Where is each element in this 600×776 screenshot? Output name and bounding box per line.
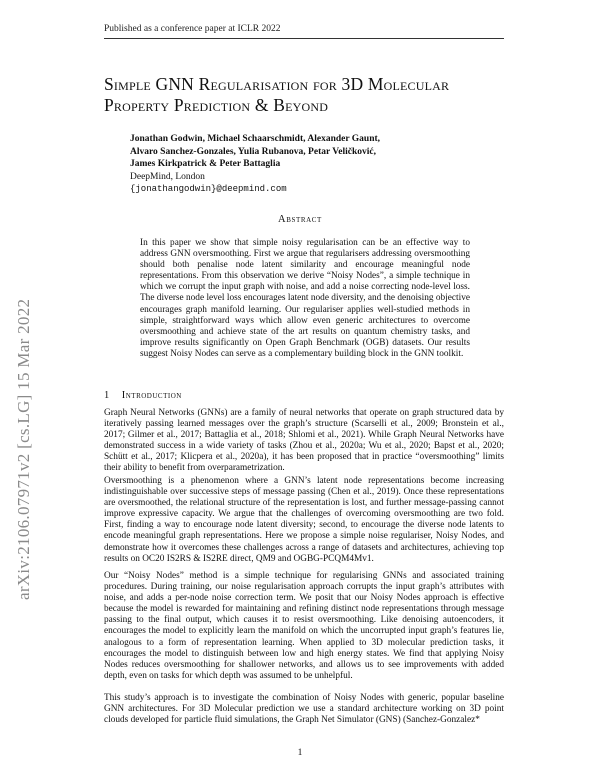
header-rule	[104, 38, 504, 39]
intro-paragraph-3: Our “Noisy Nodes” method is a simple technique for regularising GNNs and associated training procedures. During training, our noise regularisation approach corrupts the input graph’s attributes with noise, and adds a per-node noise correction term. We posit that our Noisy Nodes approach is effective because the model is rewarded for maintaining and refining distinct node representations through message passing to the final output, which causes it to resist oversmoothing. Like denoising autoencoders, it encourages the model to explicitly learn the manifold on which the uncorrupted input graph’s features lie, analogous to a form of representation learning. When applied to 3D molecular prediction tasks, it encourages the model to distinguish between low and high energy states. We find that applying Noisy Nodes reduces oversmoothing for shallower networks, and allows us to see improvements with added depth, even on tasks for which depth was assumed to be unhelpful.	[104, 571, 504, 681]
section-number: 1	[104, 390, 110, 401]
authors-line-1: Jonathan Godwin, Michael Schaarschmidt, Alexander Gaunt,	[130, 134, 381, 144]
author-list	[130, 133, 490, 171]
page-number: 1	[297, 748, 303, 758]
intro-paragraph-2: Oversmoothing is a phenomenon where a GNN’s latent node representations become increasing indistinguishable over successive steps of message passing (Chen et al., 2019). Once these representations are oversmoothed, the relational structure of the representation is lost, and further message-passing cannot improve expressive capacity. We argue that the challenges of overcoming oversmoothing are two fold. First, finding a way to encourage node latent diversity; second, to encourage the diverse node latents to encode meaningful graph representations. Here we propose a simple noise regulariser, Noisy Nodes, and demonstrate how it overcomes these challenges across a range of datasets and architectures, achieving top results on OC20 IS2RS & IS2RE direct, QM9 and OGBG-PCQM4Mv1.	[104, 476, 504, 564]
paper-title	[104, 74, 504, 116]
title-line-2: Property Prediction & Beyond	[104, 95, 329, 115]
intro-paragraph-4: This study’s approach is to investigate the combination of Noisy Nodes with generic, popular baseline GNN architectures. For 3D Molecular prediction we use a standard architecture working on 3D point clouds developed for particle fluid simulations, the Graph Net Simulator (GNS) (Sanchez-Gonzalez*	[104, 693, 504, 726]
arxiv-stamp: arXiv:2106.07971v2 [cs.LG] 15 Mar 2022	[14, 298, 33, 600]
abstract-text: In this paper we show that simple noisy regularisation can be an effective way to address GNN oversmoothing. First we argue that regularisers addressing oversmoothing should both penalise node latent similarity and encourage meaningful node representations. From this observation we derive “Noisy Nodes”, a simple technique in which we corrupt the input graph with noise, and add a noise correcting node-level loss. The diverse node level loss encourages latent node diversity, and the denoising objective encourages graph manifold learning. Our regulariser applies well-studied methods in simple, straightforward ways which allow even generic architectures to overcome oversmoothing and achieve state of the art results on quantum chemistry tasks, and improve results significantly on Open Graph Benchmark (OGB) datasets. Our results suggest Noisy Nodes can serve as a complementary building block in the GNN toolkit.	[140, 238, 470, 359]
running-header: Published as a conference paper at ICLR 2022	[104, 24, 281, 34]
affiliation: DeepMind, London	[130, 172, 205, 182]
section-title: Introduction	[121, 390, 182, 401]
intro-paragraph-1: Graph Neural Networks (GNNs) are a family of neural networks that operate on graph structured data by iteratively passing learned messages over the graph’s structure (Scarselli et al., 2009; Bronstein et al., 2017; Gilmer et al., 2017; Battaglia et al., 2018; Shlomi et al., 2021). While Graph Neural Networks have demonstrated success in a wide variety of tasks (Zhou et al., 2020a; Wu et al., 2020; Bapst et al., 2020; Schütt et al., 2017; Klicpera et al., 2020a), it has been proposed that in practice “oversmoothing” limits their ability to benefit from overparametrization.	[104, 408, 504, 474]
authors-line-3: James Kirkpatrick & Peter Battaglia	[130, 159, 281, 169]
section-heading	[104, 390, 182, 401]
author-email: {jonathangodwin}@deepmind.com	[130, 184, 287, 194]
abstract-heading: Abstract	[278, 214, 322, 225]
authors-line-2: Alvaro Sanchez-Gonzales, Yulia Rubanova, Petar Veličković,	[130, 146, 376, 157]
title-line-1: Simple GNN Regularisation for 3D Molecular	[104, 74, 450, 94]
